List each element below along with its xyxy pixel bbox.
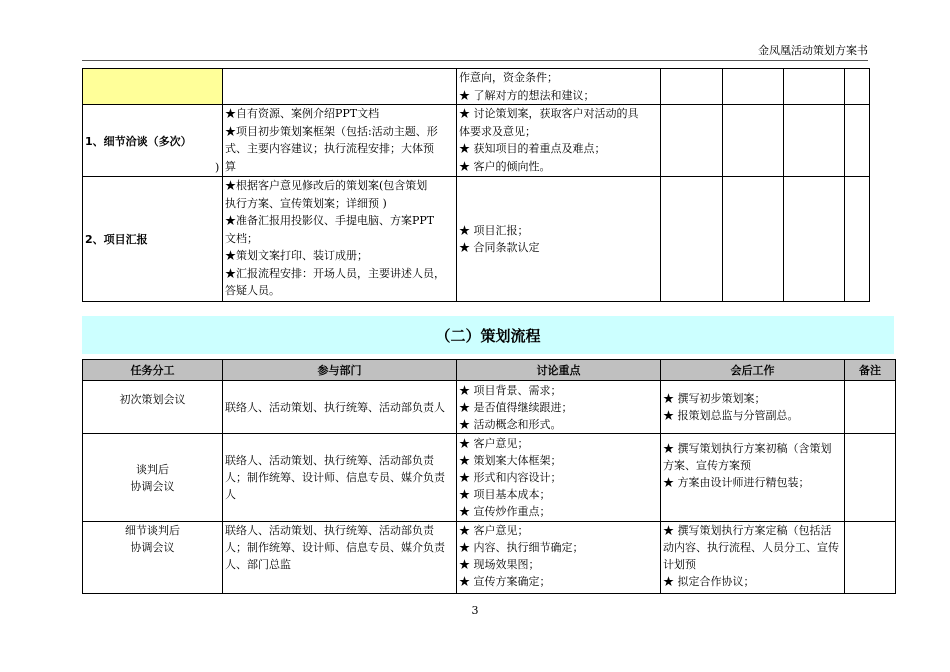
step-cell [83,69,223,105]
table-row [83,69,870,105]
page-number: 3 [471,604,479,617]
focus-cell: ★ 客户意见； ★ 内容、执行细节确定； ★ 现场效果图； ★ 宣传方案确定； [457,522,661,594]
table-header-row [83,360,896,381]
after-cell: ★ 撰写策划执行方案定稿（包括活 动内容、执行流程、人员分工、宣传 计划预 ★ 拟定合作协议； [661,522,845,594]
header-rule [82,60,868,61]
focus-cell: ★ 项目背景、需求； ★ 是否值得继续跟进； ★ 活动概念和形式。 [457,381,661,434]
step-cell: 2、项目汇报 [83,177,223,302]
after-cell: ★ 撰写策划执行方案初稿（含策划 方案、宣传方案预 ★ 方案由设计师进行精包装； [661,434,845,522]
column-header: 任务分工 [83,360,223,381]
task-cell: 谈判后 协调会议 [83,434,223,522]
table-row [83,177,870,302]
column-header: 会后工作 [661,360,845,381]
discuss-cell: ★ 项目汇报； ★ 合同条款认定 [457,177,661,302]
prep-cell: ★根据客户意见修改后的策划案(包含策划 执行方案、宣传策划案；详细预 ) ★准备汇报用投影仪、手提电脑、方案PPT 文档； ★策划文案打印、装订成册； ★汇报流程安排：开场人员，主要讲述人员， 答疑人员。 [223,177,457,302]
column-header: 备注 [845,360,896,381]
discuss-cell: 作意向，资金条件； ★ 了解对方的想法和建议； [457,69,661,105]
after-cell: ★ 撰写初步策划案； ★ 报策划总监与分管副总。 [661,381,845,434]
task-cell: 细节谈判后 协调会议 [83,522,223,594]
column-header: 参与部门 [223,360,457,381]
dept-cell: 联络人、活动策划、执行统筹、活动部负责人 [223,381,457,434]
focus-cell: ★ 客户意见； ★ 策划案大体框架； ★ 形式和内容设计； ★ 项目基本成本； ★ 宣传炒作重点； [457,434,661,522]
table-row [83,522,896,594]
section-title: （二）策划流程 [82,316,894,354]
document-header-title: 金凤凰活动策划方案书 [758,44,868,57]
remark-cell [845,381,896,434]
task-cell: 初次策划会议 [83,381,223,434]
remark-cell [845,522,896,594]
remark-cell [845,434,896,522]
table-row [83,381,896,434]
table-row [83,434,896,522]
prep-table [82,68,870,302]
dept-cell: 联络人、活动策划、执行统筹、活动部负责 人；制作统筹、设计师、信息专员、媒介负责 人、部门总监 [223,522,457,594]
discuss-cell: ★ 讨论策划案，获取客户对活动的具 体要求及意见； ★ 获知项目的着重点及难点； ★ 客户的倾向性。 [457,105,661,177]
dept-cell: 联络人、活动策划、执行统筹、活动部负责 人；制作统筹、设计师、信息专员、媒介负责 人 [223,434,457,522]
flow-table [82,359,896,594]
column-header: 讨论重点 [457,360,661,381]
step-cell: 1、细节洽谈（多次） [83,105,223,177]
prep-cell [223,69,457,105]
table-row [83,105,870,177]
prep-cell: ) ★自有资源、案例介绍PPT文档 ★项目初步策划案框架（包括:活动主题、形 式、主要内容建议；执行流程安排；大体预 算 [223,105,457,177]
